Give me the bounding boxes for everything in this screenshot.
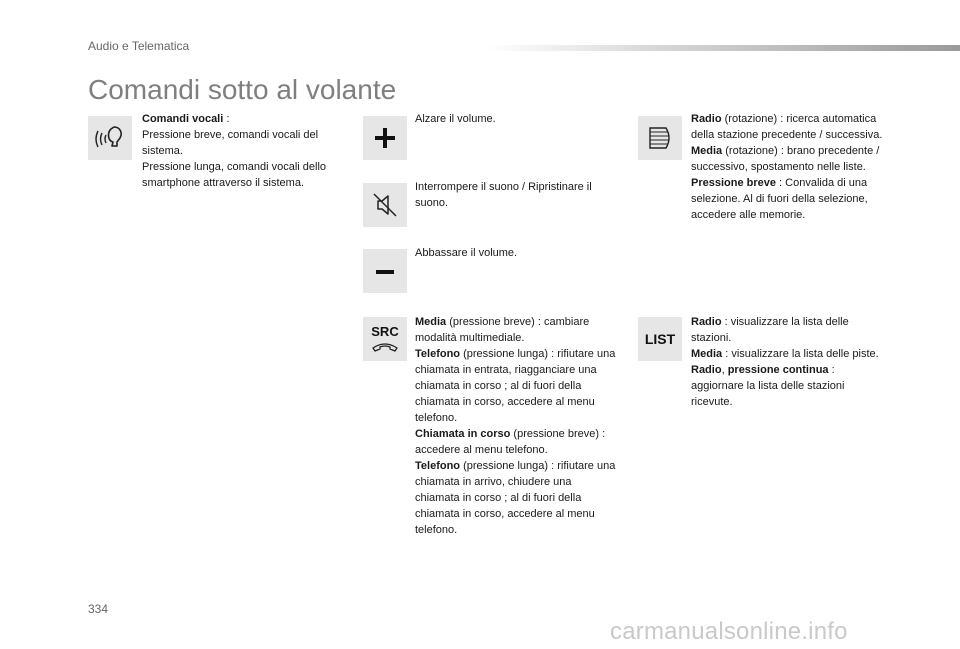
plus-icon <box>363 116 407 160</box>
src-text: Media (pressione breve) : cambiare modalità multimediale. Telefono (pressione lunga) : rifiutare una chiamata in entrata, riagganciare una chiamata in corso ; al di fuori della chiamata in corso, accedere al menu telefono. Chiamata in corso (pressione breve) : accedere al menu telefono. Telefono (pressione lunga) : rifiutare una chiamata in arrivo, chiudere una chiamata in corso ; al di fuori della chiamata in corso, accedere al menu telefono. <box>415 316 616 536</box>
page-title: Comandi sotto al volante <box>88 74 397 105</box>
list-label: LIST <box>644 331 676 347</box>
volume-down-text: Abbassare il volume. <box>415 247 518 259</box>
list-text: Radio : visualizzare la lista delle stazioni. Media : visualizzare la lista delle piste. Radio, pressione continua : aggiornare la lista delle stazioni ricevute. <box>691 316 879 408</box>
list-icon <box>638 317 682 361</box>
src-label: SRC <box>371 324 399 339</box>
mute-text: Interrompere il suono / Ripristinare il suono. <box>415 181 592 209</box>
voice-command-text: Comandi vocali : Pressione breve, comandi vocali del sistema. Pressione lunga, comandi vocali dello smartphone attraverso il sistema. <box>142 113 327 189</box>
header-rule <box>488 45 960 51</box>
mute-icon <box>363 183 407 227</box>
section-label: Audio e Telematica <box>88 39 190 53</box>
page-number: 334 <box>88 602 109 616</box>
thumbwheel-text: Radio (rotazione) : ricerca automatica della stazione precedente / successiva. Media (rotazione) : brano precedente / successivo, spostamento nelle liste. Pressione breve : Convalida di una selezione. Al di fuori della selezione, accedere alle memorie. <box>691 113 883 221</box>
minus-icon <box>363 249 407 293</box>
thumbwheel-icon <box>638 116 682 160</box>
volume-up-text: Alzare il volume. <box>415 113 496 125</box>
watermark: carmanualsonline.info <box>610 618 848 645</box>
voice-command-icon <box>88 116 132 160</box>
src-phone-icon <box>363 317 407 361</box>
